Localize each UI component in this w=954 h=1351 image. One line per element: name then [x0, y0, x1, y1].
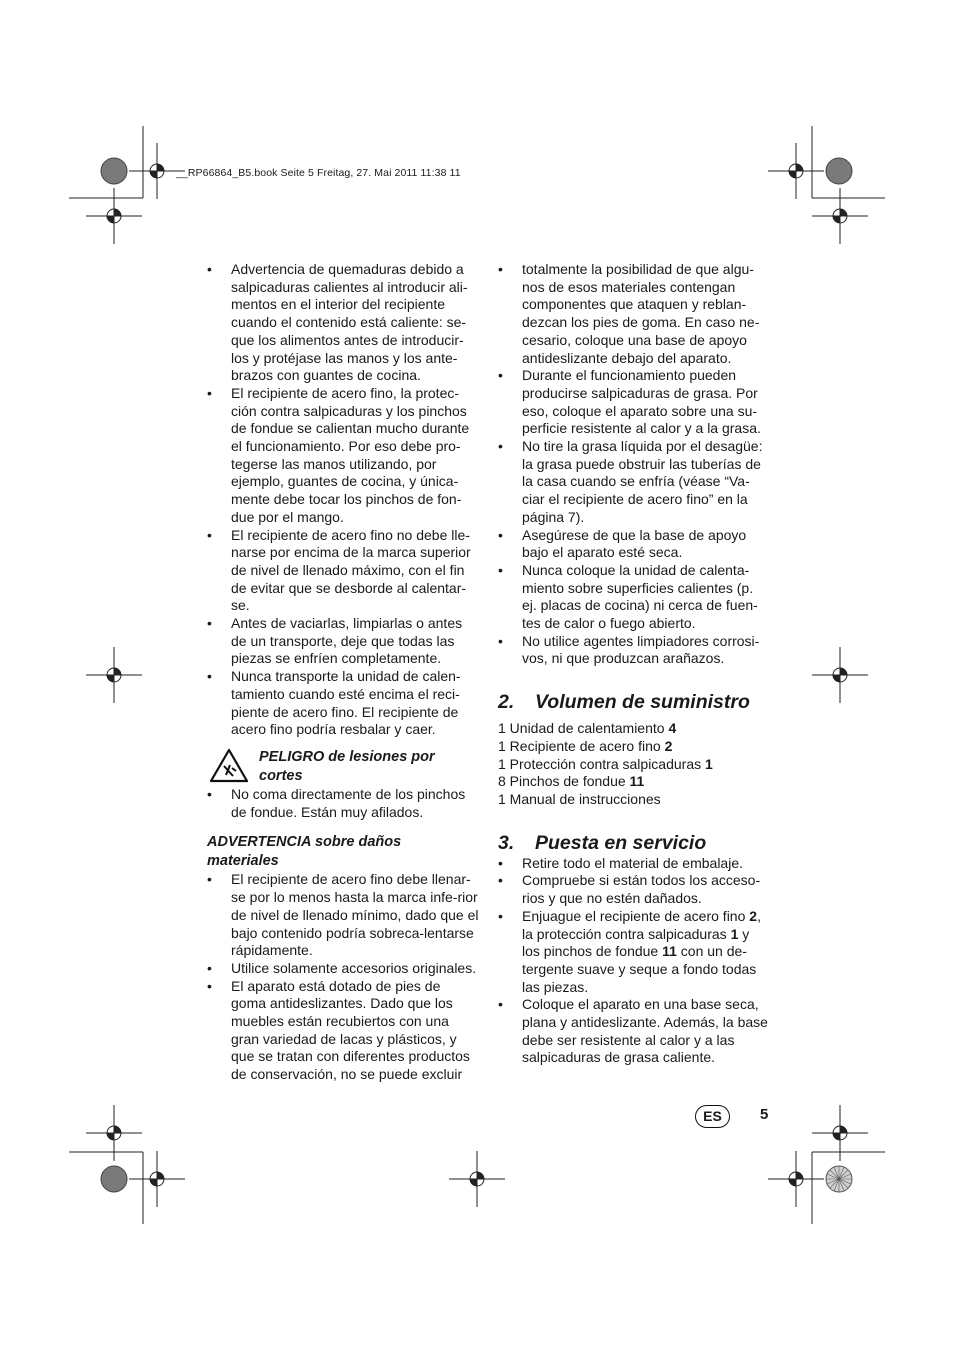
list-item	[498, 908, 770, 997]
list-item: • El recipiente de acero fino, la protec-ción contra salpicaduras y los pinchos de fondue se calientan mucho durante el funcionamiento. Por eso debe pro-tegerse las manos utilizando, por ejemplo, guantes de cocina, y única-mente debe tocar los pinchos de fon-due por el mango.	[207, 385, 479, 527]
left-column	[207, 261, 479, 1084]
delivery-contents-list	[498, 720, 770, 809]
section-number: 2.	[498, 691, 515, 714]
text-run: , la protección contra salpicaduras	[522, 907, 761, 942]
list-item: • Advertencia de quemaduras debido a salpicaduras calientes al introducir ali-mentos en el interior del recipiente cuando el contenido está caliente: se-que los alimentos antes de introducir-los y protéjase las manos y los ante-brazos con guantes de cocina.	[207, 261, 479, 385]
warning-title-line: materiales	[207, 853, 279, 870]
danger-title-line: cortes	[259, 767, 303, 784]
list-item: • Utilice solamente accesorios originales.	[207, 960, 479, 978]
list-item: • Coloque el aparato en una base seca, plana y antideslizante. Además, la base debe ser resistente al calor y a las salpicaduras de grasa caliente.	[498, 996, 770, 1067]
item-text: 1 Manual de instrucciones	[498, 790, 661, 807]
section-heading	[498, 831, 770, 855]
list-item: • Retire todo el material de embalaje.	[498, 855, 770, 873]
section-title: Puesta en servicio	[535, 831, 707, 854]
safety-bullet-list	[498, 367, 770, 668]
list-item: • El recipiente de acero fino no debe lle-narse por encima de la marca superior de nivel de llenado máximo, con el fin de evitar que se desborde al calentar-se.	[207, 527, 479, 616]
item-text: 8 Pinchos de fondue	[498, 773, 630, 790]
list-item: • Nunca coloque la unidad de calenta-miento sobre superficies calientes (p. ej. placas de cocina) ni cerca de fuen-tes de calor o fuego abierto.	[498, 562, 770, 633]
section-heading	[498, 690, 770, 714]
item-text: 1 Unidad de calentamiento	[498, 720, 669, 737]
item-ref: 11	[629, 773, 645, 790]
item-ref: 11	[662, 943, 677, 960]
safety-bullet-list	[207, 261, 479, 739]
continued-bullet	[498, 261, 770, 367]
warning-bullet-list	[207, 871, 479, 1083]
list-item: • Durante el funcionamiento pueden producirse salpicaduras de grasa. Por eso, coloque el aparato sobre una su-perficie resistente al calor y a la grasa.	[498, 367, 770, 438]
page-number: 5	[760, 1106, 769, 1123]
list-item: • Asegúrese de que la base de apoyo bajo el aparato esté seca.	[498, 527, 770, 562]
list-item: • No coma directamente de los pinchos de fondue. Están muy afilados.	[207, 786, 479, 821]
list-item: • Antes de vaciarlas, limpiarlas o antes de un transporte, deje que todas las piezas se enfríen completamente.	[207, 615, 479, 668]
section-title: Volumen de suministro	[535, 691, 750, 714]
danger-title-line: PELIGRO de lesiones por	[259, 748, 435, 765]
item-ref: 1	[705, 755, 713, 772]
list-item: • Nunca transporte la unidad de calen-tamiento cuando esté encima el reci-piente de acero fino. El recipiente de acero fino podría resbalar y caer.	[207, 668, 479, 739]
text-run: Enjuague el recipiente de acero fino	[522, 907, 750, 924]
print-file-info: __RP66864_B5.book Seite 5 Freitag, 27. Mai 2011 11:38 11	[176, 167, 461, 179]
item-ref: 4	[668, 720, 677, 737]
item-text: 1 Recipiente de acero fino	[498, 737, 665, 754]
list-item	[498, 773, 770, 791]
text-run: con un de-tergente suave y seque a fondo todas las piezas.	[522, 943, 757, 995]
text-run: y los pinchos de fondue	[522, 925, 750, 960]
right-column	[498, 261, 770, 1067]
section-number: 3.	[498, 831, 515, 854]
list-item: • El aparato está dotado de pies de goma antideslizantes. Dado que los muebles están recubiertos con una gran variedad de lacas y plásticos, y que se tratan con diferentes productos de conservación, no se puede excluir	[207, 978, 479, 1084]
list-item-continuation: • totalmente la posibilidad de que algu-nos de esos materiales contengan componentes que ataquen y reblan-dezcan los pies de goma. En caso ne-cesario, coloque una base de apoyo antideslizante debajo del aparato.	[498, 261, 770, 367]
list-item	[498, 720, 770, 738]
list-item	[498, 791, 770, 809]
list-item: • Compruebe si están todos los acceso-rios y que no estén dañados.	[498, 872, 770, 907]
item-ref: 1	[730, 925, 739, 942]
item-text: 1 Protección contra salpicaduras	[498, 755, 705, 772]
item-ref: 2	[749, 907, 758, 924]
list-item	[498, 738, 770, 756]
cut-hazard-warning-icon	[209, 748, 249, 783]
setup-bullet-list	[498, 855, 770, 1067]
danger-title	[259, 748, 479, 786]
warning-title-line: ADVERTENCIA sobre daños	[207, 834, 402, 851]
language-badge: ES	[695, 1105, 730, 1128]
list-item	[498, 756, 770, 774]
item-ref: 2	[664, 737, 673, 754]
danger-bullet-list	[207, 786, 479, 821]
list-item: • No utilice agentes limpiadores corrosi-vos, ni que produzcan arañazos.	[498, 633, 770, 668]
danger-notice	[207, 748, 479, 786]
list-item: • El recipiente de acero fino debe llenar-se por lo menos hasta la marca infe-rior de nivel de llenado mínimo, dado que el bajo contenido podría sobreca-lentarse rápidamente.	[207, 871, 479, 960]
warning-title	[207, 833, 479, 871]
list-item: • No tire la grasa líquida por el desagüe: la grasa puede obstruir las tuberías de la casa cuando se enfría (véase “Va-ciar el recipiente de acero fino” en la página 7).	[498, 438, 770, 527]
